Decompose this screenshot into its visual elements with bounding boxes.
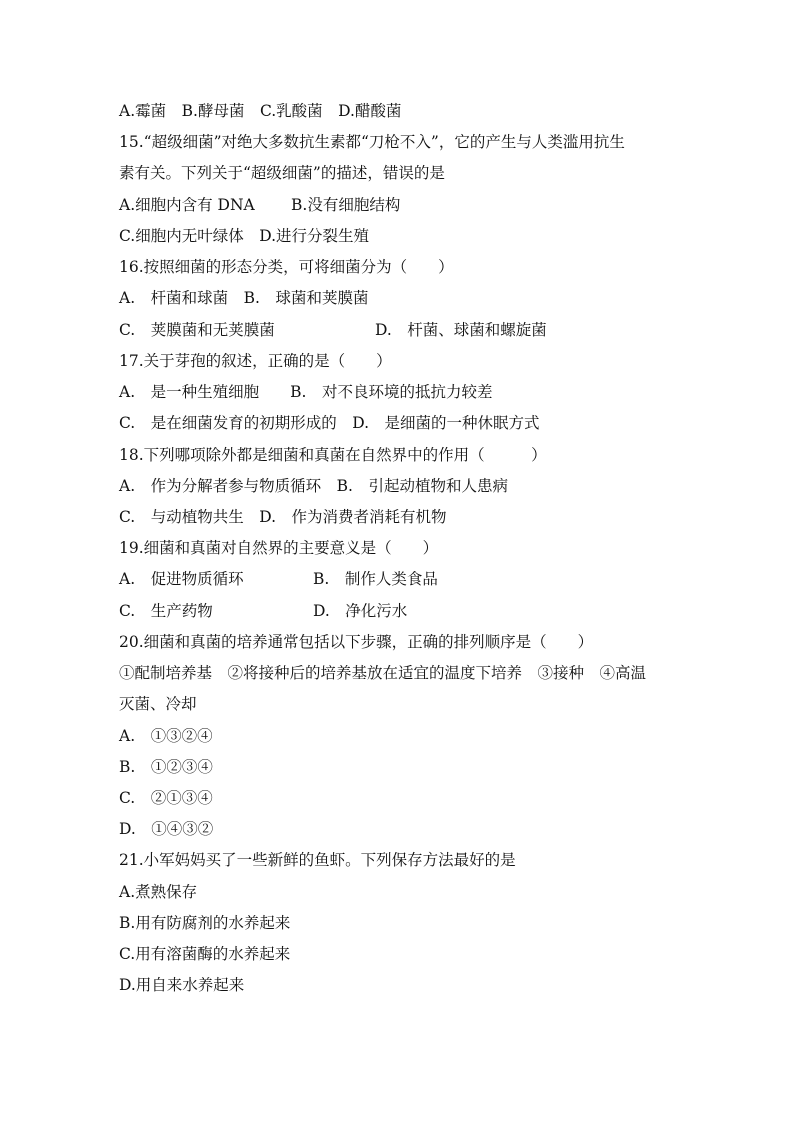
q19-option-d: D. 净化污水 xyxy=(313,602,408,620)
q21-option-d: D.用自来水养起来 xyxy=(119,976,245,994)
q15-options-cd: C.细胞内无叶绿体 D.进行分裂生殖 xyxy=(119,227,370,245)
q21-option-c: C.用有溶菌酶的水养起来 xyxy=(119,945,291,963)
q17-stem: 17.关于芽孢的叙述，正确的是（ ） xyxy=(119,352,392,370)
q15-stem-line2: 素有关。下列关于“超级细菌”的描述，错误的是 xyxy=(119,164,445,182)
q18-stem: 18.下列哪项除外都是细菌和真菌在自然界中的作用（ ） xyxy=(119,446,547,464)
q21-option-b: B.用有防腐剂的水养起来 xyxy=(119,914,291,932)
q20-steps-line1: ①配制培养基 ②将接种后的培养基放在适宜的温度下培养 ③接种 ④高温 xyxy=(119,664,647,682)
q15-option-b: B.没有细胞结构 xyxy=(291,196,401,214)
q20-option-d: D. ①④③② xyxy=(119,820,214,838)
q15-option-a: A.细胞内含有 DNA xyxy=(119,196,255,214)
q16-option-c: C. 荚膜菌和无荚膜菌 xyxy=(119,321,275,339)
q20-option-a: A. ①③②④ xyxy=(119,727,213,745)
q20-stem: 20.细菌和真菌的培养通常包括以下步骤，正确的排列顺序是（ ） xyxy=(119,633,594,651)
q18-options-cd: C. 与动植物共生 D. 作为消费者消耗有机物 xyxy=(119,508,447,526)
q20-option-c: C. ②①③④ xyxy=(119,789,213,807)
q18-options-ab: A. 作为分解者参与物质循环 B. 引起动植物和人患病 xyxy=(119,477,508,495)
q16-option-d: D. 杆菌、球菌和螺旋菌 xyxy=(375,321,547,339)
q16-options-ab: A. 杆菌和球菌 B. 球菌和荚膜菌 xyxy=(119,289,369,307)
q20-option-b: B. ①②③④ xyxy=(119,758,213,776)
q19-option-a: A. 促进物质循环 xyxy=(119,570,244,588)
q14-options: A.霉菌 B.酵母菌 C.乳酸菌 D.醋酸菌 xyxy=(119,102,402,120)
q20-steps-line2: 灭菌、冷却 xyxy=(119,695,197,713)
q19-option-c: C. 生产药物 xyxy=(119,602,213,620)
q15-stem-line1: 15.“超级细菌”对绝大多数抗生素都“刀枪不入”，它的产生与人类滥用抗生 xyxy=(119,133,625,151)
q16-stem: 16.按照细菌的形态分类，可将细菌分为（ ） xyxy=(119,258,454,276)
q21-option-a: A.煮熟保存 xyxy=(119,883,198,901)
q19-option-b: B. 制作人类食品 xyxy=(313,570,438,588)
q21-stem: 21.小军妈妈买了一些新鲜的鱼虾。下列保存方法最好的是 xyxy=(119,851,516,869)
q17-options-cd: C. 是在细菌发育的初期形成的 D. 是细菌的一种休眠方式 xyxy=(119,414,540,432)
q19-stem: 19.细菌和真菌对自然界的主要意义是（ ） xyxy=(119,539,439,557)
q17-options-ab: A. 是一种生殖细胞 B. 对不良环境的抵抗力较差 xyxy=(119,383,493,401)
